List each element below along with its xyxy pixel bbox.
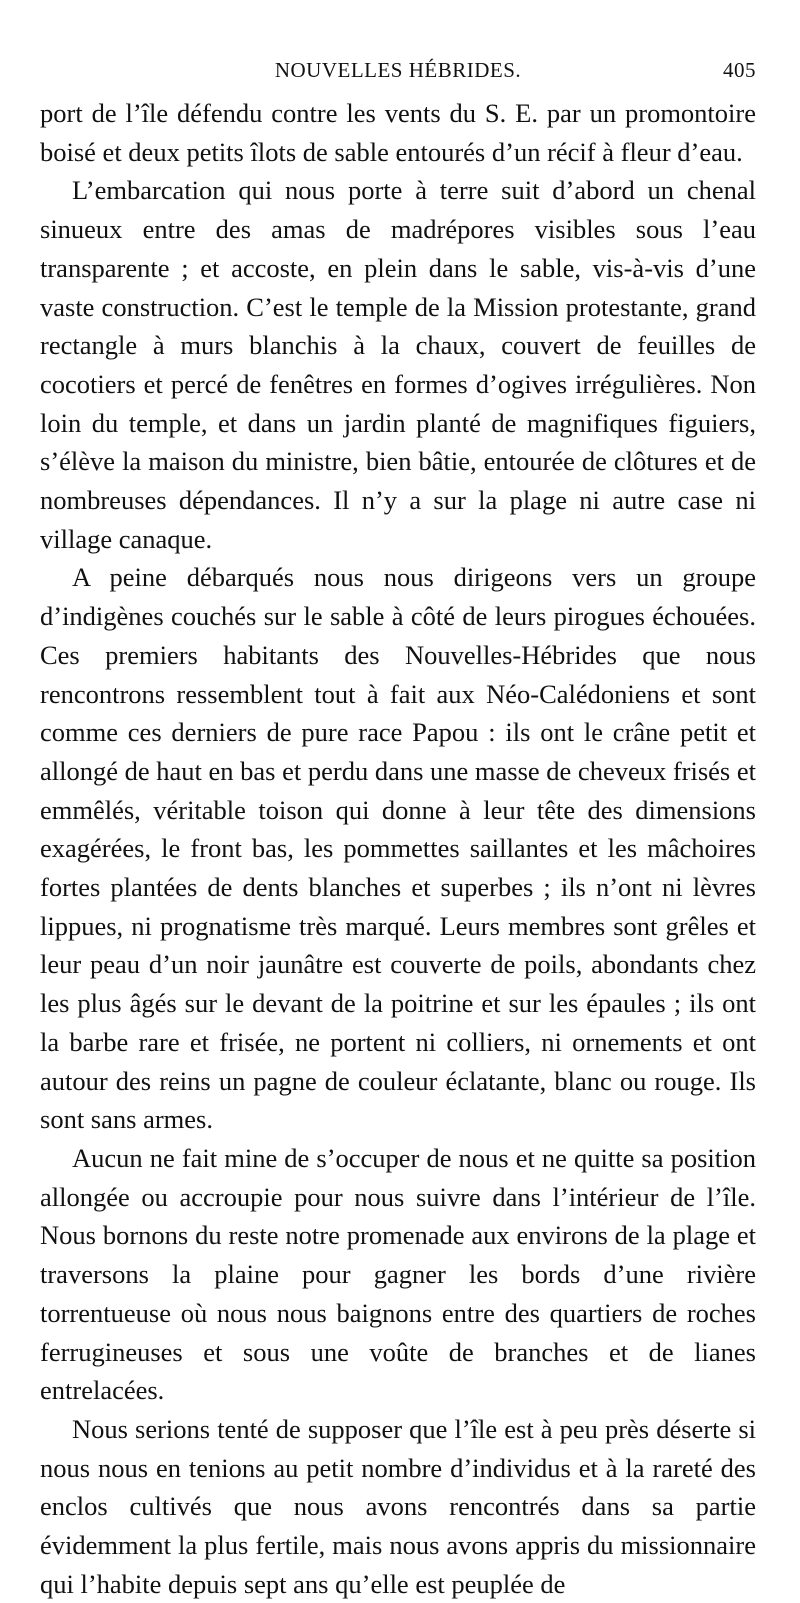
paragraph: A peine débarqués nous nous dirigeons vers un groupe d’indigènes couchés sur le sable à côté de leurs pirogues échouées. Ces premiers habitants des Nouvelles-Hébrides que nous rencontrons ressemblent tout à fait aux Néo-Calédoniens et sont comme ces derniers de pure race Papou : ils ont le crâne petit et allongé de haut en bas et perdu dans une masse de cheveux frisés et emmêlés, véritable toison qui donne à leur tête des dimensions exagérées, le front bas, les pommettes saillantes et les mâchoires fortes plantées de dents blanches et superbes ; ils n’ont ni lèvres lippues, ni prognatisme très marqué. Leurs membres sont grêles et leur peau d’un noir jaunâtre est couverte de poils, abondants chez les plus âgés sur le devant de la poitrine et sur les épaules ; ils ont la barbe rare et frisée, ne portent ni colliers, ni ornements et ont autour des reins un pagne de couleur éclatante, blanc ou rouge. Ils sont sans armes. [40,562,756,1135]
paragraph: Nous serions tenté de supposer que l’île est à peu près déserte si nous nous en tenions au petit nombre d’individus et à la rareté des enclos cultivés que nous avons rencontrés dans sa partie évidemment la plus fertile, mais nous avons appris du missionnaire qui l’habite depuis sept ans qu’elle est peuplée de [40,1413,756,1599]
page-number: 405 [723,58,756,82]
book-page [40,58,756,1603]
body-text [40,94,756,1603]
paragraph: L’embarcation qui nous porte à terre suit d’abord un chenal sinueux entre des amas de madrépores visibles sous l’eau transparente ; et accoste, en plein dans le sable, vis-à-vis d’une vaste construction. C’est le temple de la Mission protestante, grand rectangle à murs blanchis à la chaux, couvert de feuilles de cocotiers et percé de fenêtres en formes d’ogives irrégulières. Non loin du temple, et dans un jardin planté de magnifiques figuiers, s’élève la maison du ministre, bien bâtie, entourée de clôtures et de nombreuses dépendances. Il n’y a sur la plage ni autre case ni village canaque. [40,175,756,554]
paragraph: port de l’île défendu contre les vents du S. E. par un promontoire boisé et deux petits îlots de sable entourés d’un récif à fleur d’eau. [40,98,756,167]
running-head [40,58,756,94]
paragraph: Aucun ne fait mine de s’occuper de nous et ne quitte sa position allongée ou accroupie pour nous suivre dans l’intérieur de l’île. Nous bornons du reste notre promenade aux environs de la plage et traversons la plaine pour gagner les bords d’une rivière torrentueuse où nous nous baignons entre des quartiers de roches ferrugineuses et sous une voûte de branches et de lianes entrelacées. [40,1142,756,1406]
running-title: NOUVELLES HÉBRIDES. [274,58,522,82]
